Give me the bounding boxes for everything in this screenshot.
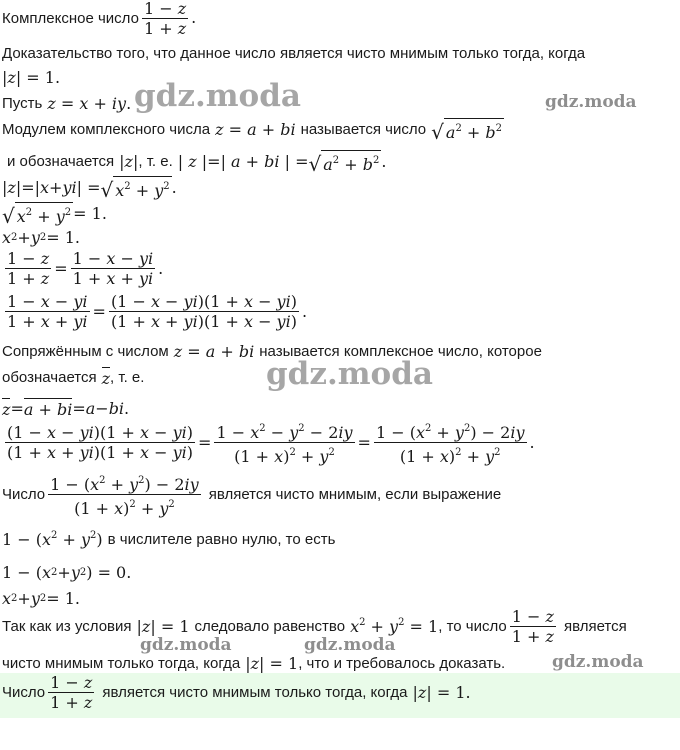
math: $\frac{1 - z}{1 + z}$ [511,607,554,646]
math-line: 1 − ( x 2 + y 2 ) = 0. [2,563,132,582]
watermark: gdz.moda [552,652,644,672]
math: z = a + bi [173,342,255,361]
math: $x^2 + y^2 = 1$ [350,617,439,636]
watermark: gdz.moda [266,356,433,392]
math: $\frac{1 - z}{1 + z}$ . [143,0,197,38]
watermark: gdz.moda [134,78,301,114]
math-line: $\frac{1 - z}{1 + z}$ = $\frac{1 - x - yi}{1 + x + yi}$ . [7,249,164,288]
text-line: Так как из условия |z| = 1 следовало равенство $x^2 + y^2 = 1$ , то число $\frac{1 - z}{1 + z}$ является [2,607,627,646]
math: z = a + bi [215,120,296,139]
math: | z |=| a + bi | = [177,152,309,171]
text-line: и обозначается |z| , т. е. | z |=| a + bi | = √ $a^2 + b^2$ . [7,152,387,176]
math: $\frac{1 - (x^2 + y^2) - 2iy}{(1 + x)^2 + y^2}$ [45,472,204,517]
math: $1 - (x^2 + y^2)$ [2,530,103,549]
math-line: √ $x^2 + y^2$ = 1. [2,204,107,228]
math: √ $a^2 + b^2$ [308,152,380,176]
text-line: Пусть z = x + iy. [2,94,132,113]
math-line: x 2 + y 2 = 1. [2,228,80,247]
math: z = x + iy. [47,94,132,113]
math: z [101,369,111,388]
watermark: gdz.moda [304,635,396,655]
math-line: | z | = 1. [2,68,61,87]
statement-line: Комплексное число $\frac{1 - z}{1 + z}$ . [2,0,197,38]
text-line: обозначается z , т. е. [2,369,145,388]
math-line: $\frac{(1 - x - yi)(1 + x - yi)}{(1 + x + yi)(1 + x - yi)}$ = $\frac{1 - x^2 - y^2 - 2iy}{(1 + x)^2 + y^2}$ = $\frac{1 - (x^2 + y^2) - 2iy}{(1 + x)^2 + y^2}$ . [2,420,535,465]
math: |z| [119,152,139,171]
math-line: z = a + bi = a − bi . [2,399,130,419]
text-line: чисто мнимым только тогда, когда |z| = 1 , что и требовалось доказать. [2,654,506,673]
math-line: | z |=| x + yi | = √ $x^2 + y^2$ . [2,178,177,202]
text-line: Сопряжённым с числом z = a + bi называется комплексное число, которое [2,342,542,361]
math: √ $a^2 + b^2$ [431,120,503,144]
math: |z| = 1 [136,617,190,636]
math-line: $\frac{1 - x - yi}{1 + x + yi}$ = $\frac{(1 - x - yi)(1 + x - yi)}{(1 + x + yi)(1 + x - yi)}$ . [7,292,308,331]
watermark: gdz.moda [545,92,637,112]
answer-line: Число $\frac{1 - z}{1 + z}$ является чисто мнимым только тогда, когда |z| = 1. [2,673,471,712]
math: |z| = 1. [412,683,471,702]
math-line: x 2 + y 2 = 1. [2,589,80,608]
task-line: Доказательство того, что данное число является чисто мнимым только тогда, когда [2,45,586,62]
text-line: $1 - (x^2 + y^2)$ в числителе равно нулю, то есть [2,530,336,549]
math: $\frac{1 - z}{1 + z}$ [50,673,93,712]
watermark: gdz.moda [140,635,232,655]
text-line: Модулем комплексного числа z = a + bi называется число √ $a^2 + b^2$ [2,120,503,144]
text-line: Число $\frac{1 - (x^2 + y^2) - 2iy}{(1 + x)^2 + y^2}$ является чисто мнимым, если выражение [2,472,501,517]
math: |z| = 1 [245,654,299,673]
